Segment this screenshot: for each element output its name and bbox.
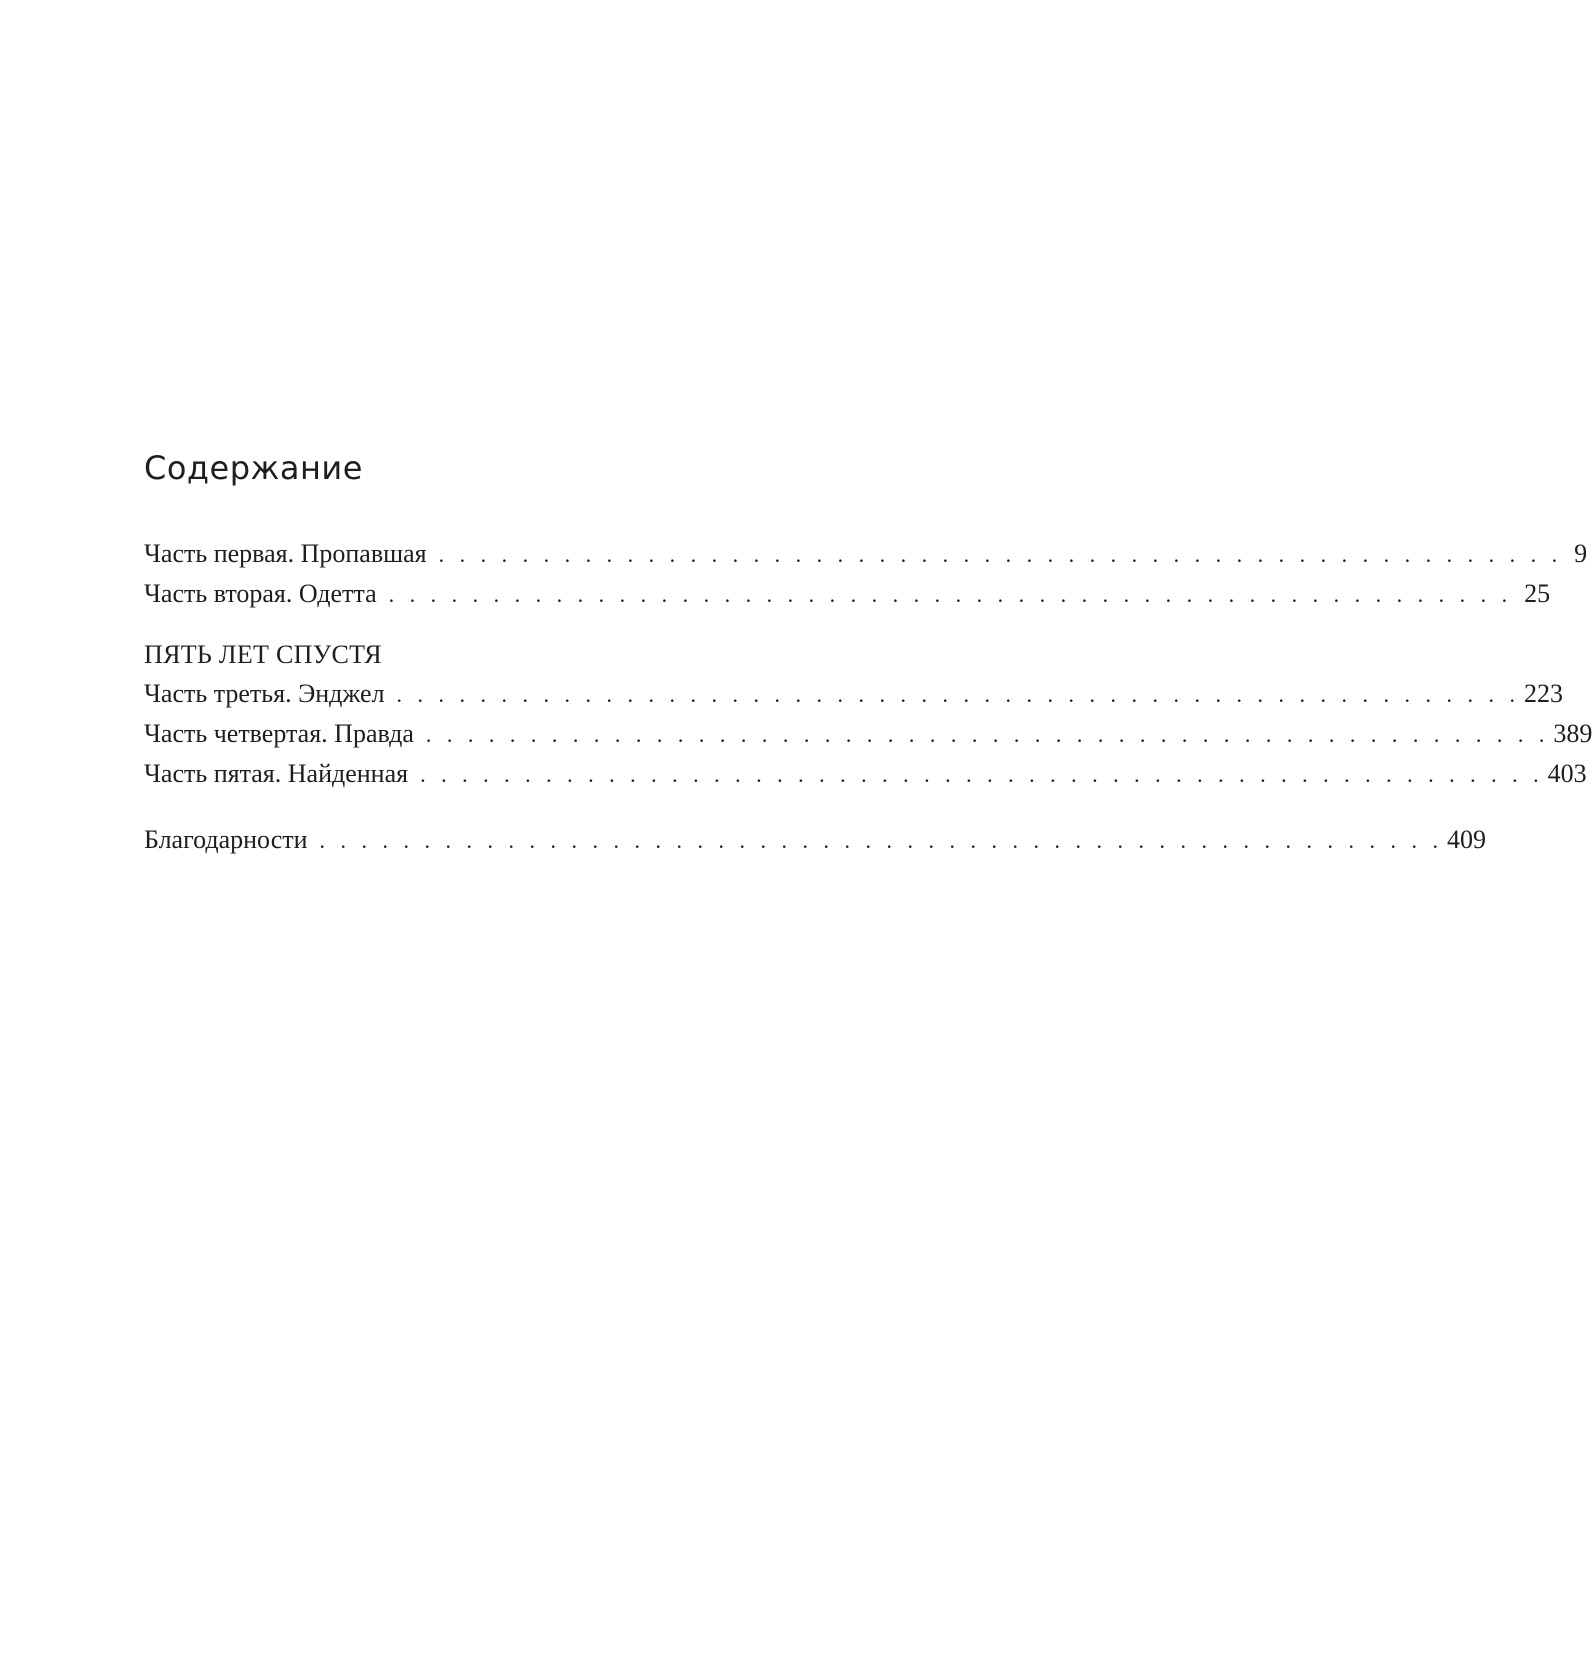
dot-leader: . . . . . . . . . . . . . . . . . . . . . . . . . . . . . . . . . . . . . . . . . . . . . . . . . . . . . . [396,682,1521,707]
dot-leader: . . . . . . . . . . . . . . . . . . . . . . . . . . . . . . . . . . . . . . . . . . . . . . . . . . . . . . [438,542,1563,567]
toc-entry-part-3 [144,677,1564,711]
toc-entry-part-1 [144,537,1588,571]
toc-entry-page: 389 [1553,719,1592,748]
dot-leader: . . . . . . . . . . . . . . . . . . . . . . . . . . . . . . . . . . . . . . . . . . . . . . . . . . . . . . [420,762,1544,787]
toc-entry-label: Часть четвертая. Правда [144,719,414,748]
toc-entry-part-5 [144,757,1587,791]
toc-entry-page: 223 [1524,679,1564,708]
toc-entry-page: 9 [1574,539,1588,568]
dot-leader: . . . . . . . . . . . . . . . . . . . . . . . . . . . . . . . . . . . . . . . . . . . . . . . . . . . . . . [425,722,1550,747]
section-heading: ПЯТЬ ЛЕТ СПУСТЯ [144,640,382,669]
toc-entry-label: Часть вторая. Одетта [144,579,377,608]
toc-entry-page: 25 [1524,579,1551,608]
toc-title: Содержание [144,449,363,487]
toc-entry-page: 403 [1547,759,1587,788]
toc-entry-label: Часть третья. Энджел [144,679,385,708]
dot-leader: . . . . . . . . . . . . . . . . . . . . . . . . . . . . . . . . . . . . . . . . . . . . . . . . . . . . . . [319,828,1444,853]
toc-entry-label: Часть первая. Пропавшая [144,539,427,568]
toc-entry-page: 409 [1447,825,1487,854]
toc-entry-part-4 [144,717,1592,751]
dot-leader: . . . . . . . . . . . . . . . . . . . . . . . . . . . . . . . . . . . . . . . . . . . . . . . . . . . . . . [388,582,1513,607]
toc-entry-label: Благодарности [144,825,308,854]
toc-entry-acknowledgements [144,823,1487,857]
toc-entry-part-2 [144,577,1551,611]
toc-entry-label: Часть пятая. Найденная [144,759,409,788]
